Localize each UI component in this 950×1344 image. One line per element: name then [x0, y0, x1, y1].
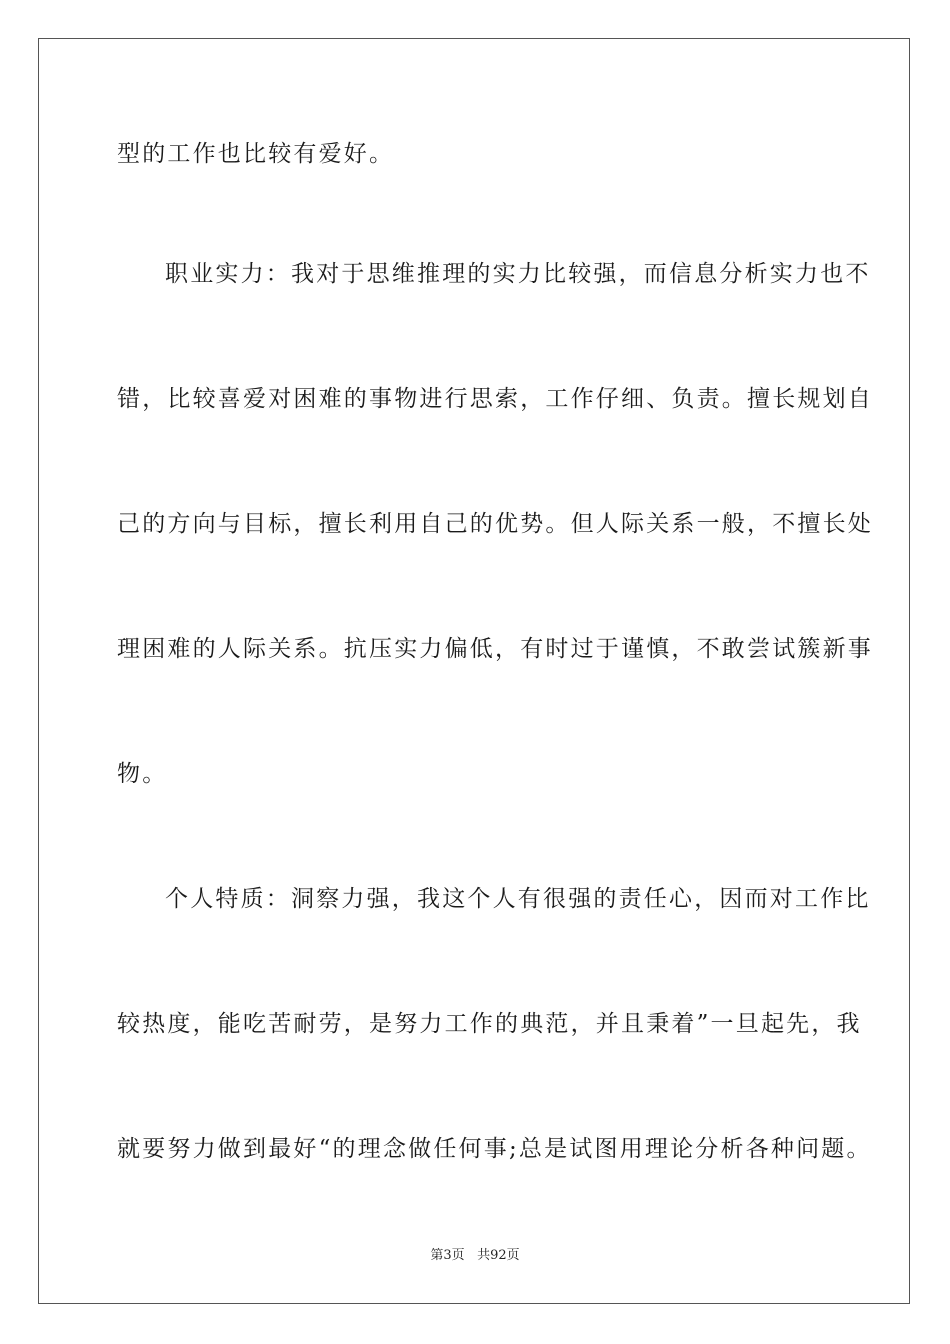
paragraph-line: 理困难的人际关系。抗压实力偏低，有时过于谨慎，不敢尝试簇新事: [117, 636, 873, 662]
paragraph-line: 个人特质：洞察力强，我这个人有很强的责任心，因而对工作比: [165, 886, 871, 912]
page-number: 第3页: [430, 1248, 465, 1263]
paragraph-line: 职业实力：我对于思维推理的实力比较强，而信息分析实力也不: [165, 261, 871, 287]
paragraph-line: 错，比较喜爱对困难的事物进行思索，工作仔细、负责。擅长规划自: [117, 386, 873, 412]
paragraph-line: 较热度，能吃苦耐劳，是努力工作的典范，并且秉着”一旦起先，我: [117, 1011, 862, 1037]
paragraph-line: 物。: [117, 761, 168, 787]
paragraph-line: 己的方向与目标，擅长利用自己的优势。但人际关系一般，不擅长处: [117, 511, 873, 537]
paragraph-line: 型的工作也比较有爱好。: [117, 141, 395, 167]
page-border: [38, 38, 910, 1304]
paragraph-line: 就要努力做到最好“的理念做任何事;总是试图用理论分析各种问题。: [117, 1136, 872, 1162]
page-footer: [0, 1247, 950, 1265]
page-total: 共92页: [477, 1248, 520, 1263]
